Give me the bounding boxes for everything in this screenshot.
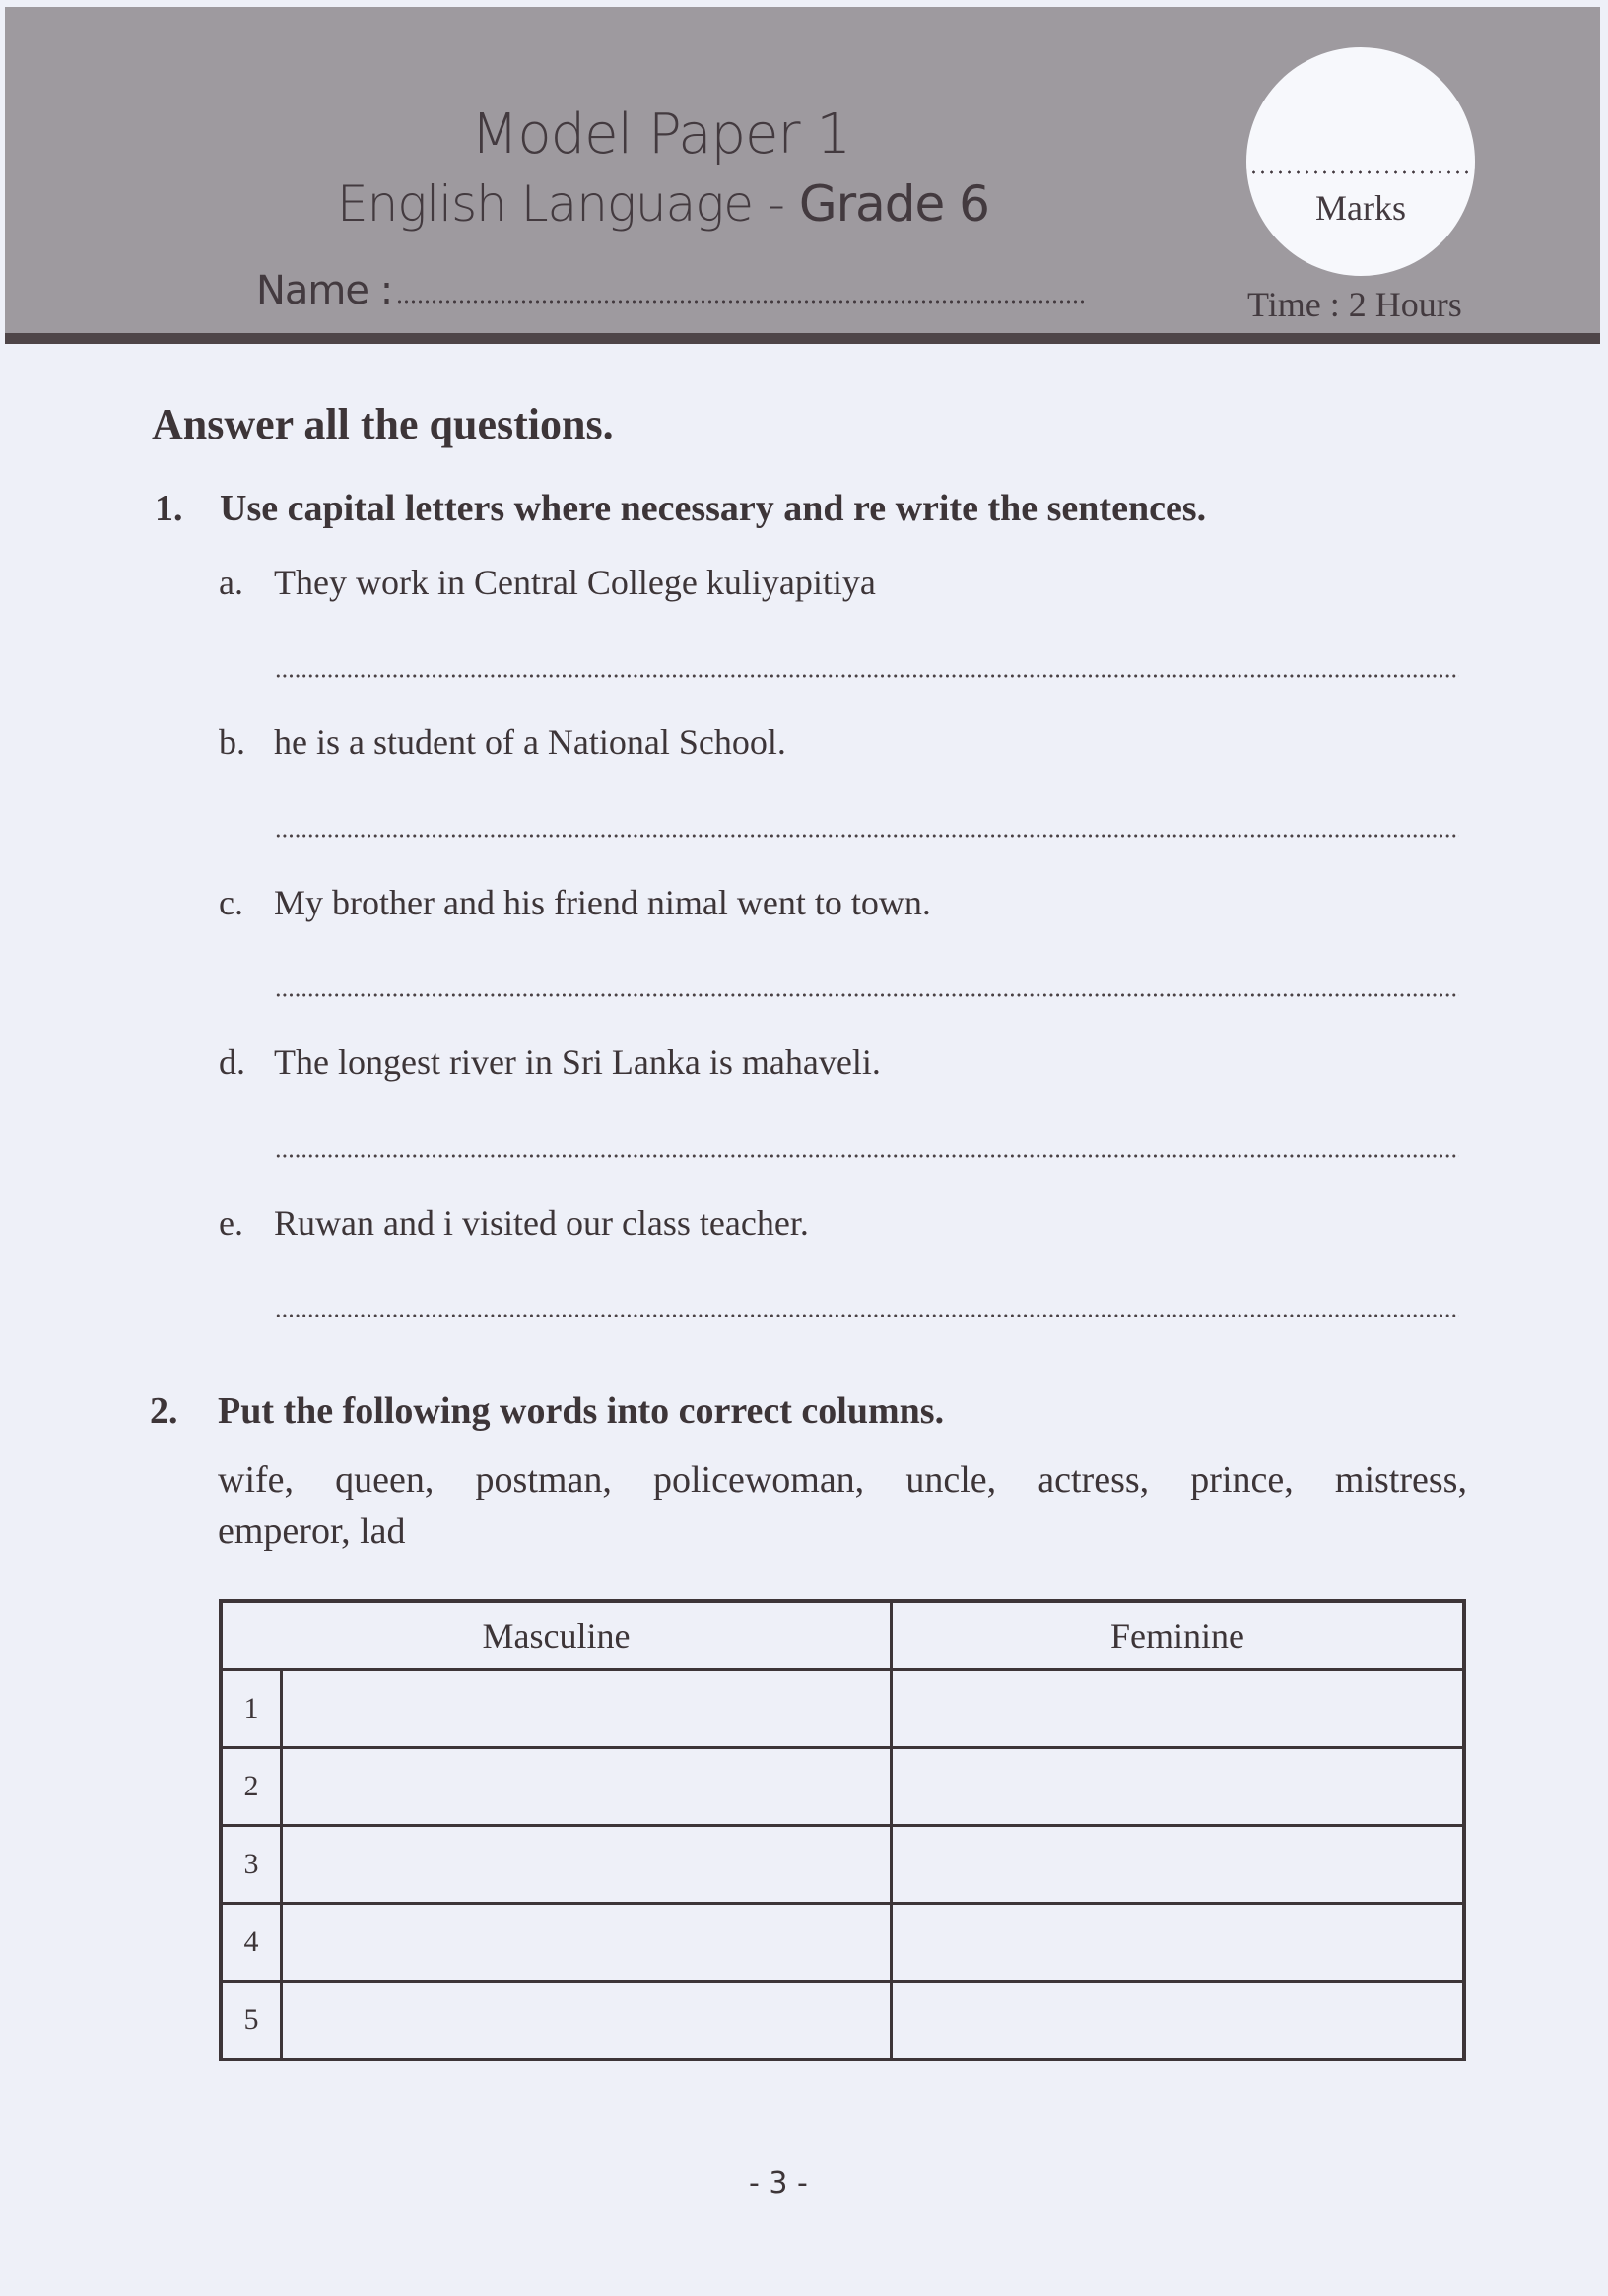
table-row xyxy=(221,1826,1464,1904)
page-number: - 3 - xyxy=(749,2166,808,2200)
word-list-line-1 xyxy=(218,1458,1467,1502)
answer-line-e[interactable] xyxy=(275,1314,1459,1317)
feminine-cell[interactable] xyxy=(892,1748,1465,1826)
column-header-masculine: Masculine xyxy=(221,1601,892,1670)
paper-title: Model Paper 1 xyxy=(471,102,850,167)
item-b-text: he is a student of a National School. xyxy=(274,722,786,762)
paper-subtitle xyxy=(337,175,989,233)
row-number: 4 xyxy=(221,1904,282,1982)
column-header-feminine: Feminine xyxy=(892,1601,1465,1670)
marks-blank-line[interactable] xyxy=(1249,170,1472,174)
masculine-cell[interactable] xyxy=(282,1748,892,1826)
grade-label: Grade 6 xyxy=(798,175,989,233)
answer-line-b[interactable] xyxy=(275,834,1459,838)
question-1-prompt: Use capital letters where necessary and re write the sentences. xyxy=(220,488,1207,529)
item-d-text: The longest river in Sri Lanka is mahaveli. xyxy=(274,1043,881,1082)
item-c-text: My brother and his friend nimal went to town. xyxy=(274,883,931,922)
answer-line-d[interactable] xyxy=(275,1154,1459,1158)
table-header-row xyxy=(221,1601,1464,1670)
word: queen, xyxy=(335,1459,435,1501)
word: policewoman, xyxy=(652,1459,865,1501)
item-c-letter: c. xyxy=(219,883,243,922)
name-field[interactable] xyxy=(256,268,1086,313)
question-1-number: 1. xyxy=(155,488,183,529)
time-label: Time : 2 Hours xyxy=(1247,285,1462,324)
name-label: Name : xyxy=(256,268,393,313)
name-blank-line[interactable] xyxy=(396,300,1086,304)
word: prince, xyxy=(1190,1459,1294,1501)
table-row xyxy=(221,1982,1464,2060)
word: actress, xyxy=(1038,1459,1150,1501)
row-number: 5 xyxy=(221,1982,282,2060)
feminine-cell[interactable] xyxy=(892,1982,1465,2060)
answer-line-a[interactable] xyxy=(275,674,1459,678)
instructions-heading: Answer all the questions. xyxy=(152,400,614,448)
feminine-cell[interactable] xyxy=(892,1904,1465,1982)
masculine-cell[interactable] xyxy=(282,1826,892,1904)
table-row xyxy=(221,1748,1464,1826)
word: wife, xyxy=(218,1459,295,1501)
word: mistress, xyxy=(1334,1459,1467,1501)
answer-line-c[interactable] xyxy=(275,993,1459,997)
word: uncle, xyxy=(905,1459,997,1501)
word: postman, xyxy=(475,1459,612,1501)
marks-label: Marks xyxy=(1315,188,1406,228)
header-divider xyxy=(5,333,1600,344)
row-number: 2 xyxy=(221,1748,282,1826)
masculine-cell[interactable] xyxy=(282,1982,892,2060)
masculine-cell[interactable] xyxy=(282,1904,892,1982)
item-a-letter: a. xyxy=(219,563,243,602)
feminine-cell[interactable] xyxy=(892,1670,1465,1748)
table-row xyxy=(221,1670,1464,1748)
item-d-letter: d. xyxy=(219,1043,245,1082)
item-a-text: They work in Central College kuliyapitiya xyxy=(274,563,876,602)
feminine-cell[interactable] xyxy=(892,1826,1465,1904)
item-b-letter: b. xyxy=(219,722,245,762)
item-e-text: Ruwan and i visited our class teacher. xyxy=(274,1203,809,1243)
item-e-letter: e. xyxy=(219,1203,243,1243)
row-number: 3 xyxy=(221,1826,282,1904)
table-row xyxy=(221,1904,1464,1982)
gender-table xyxy=(219,1599,1466,2061)
row-number: 1 xyxy=(221,1670,282,1748)
word-list-line-2: emperor, lad xyxy=(218,1511,406,1552)
question-2-prompt: Put the following words into correct columns. xyxy=(218,1390,945,1432)
masculine-cell[interactable] xyxy=(282,1670,892,1748)
marks-circle xyxy=(1246,47,1475,276)
question-2-number: 2. xyxy=(150,1390,178,1432)
subject-label: English Language - xyxy=(337,175,784,233)
